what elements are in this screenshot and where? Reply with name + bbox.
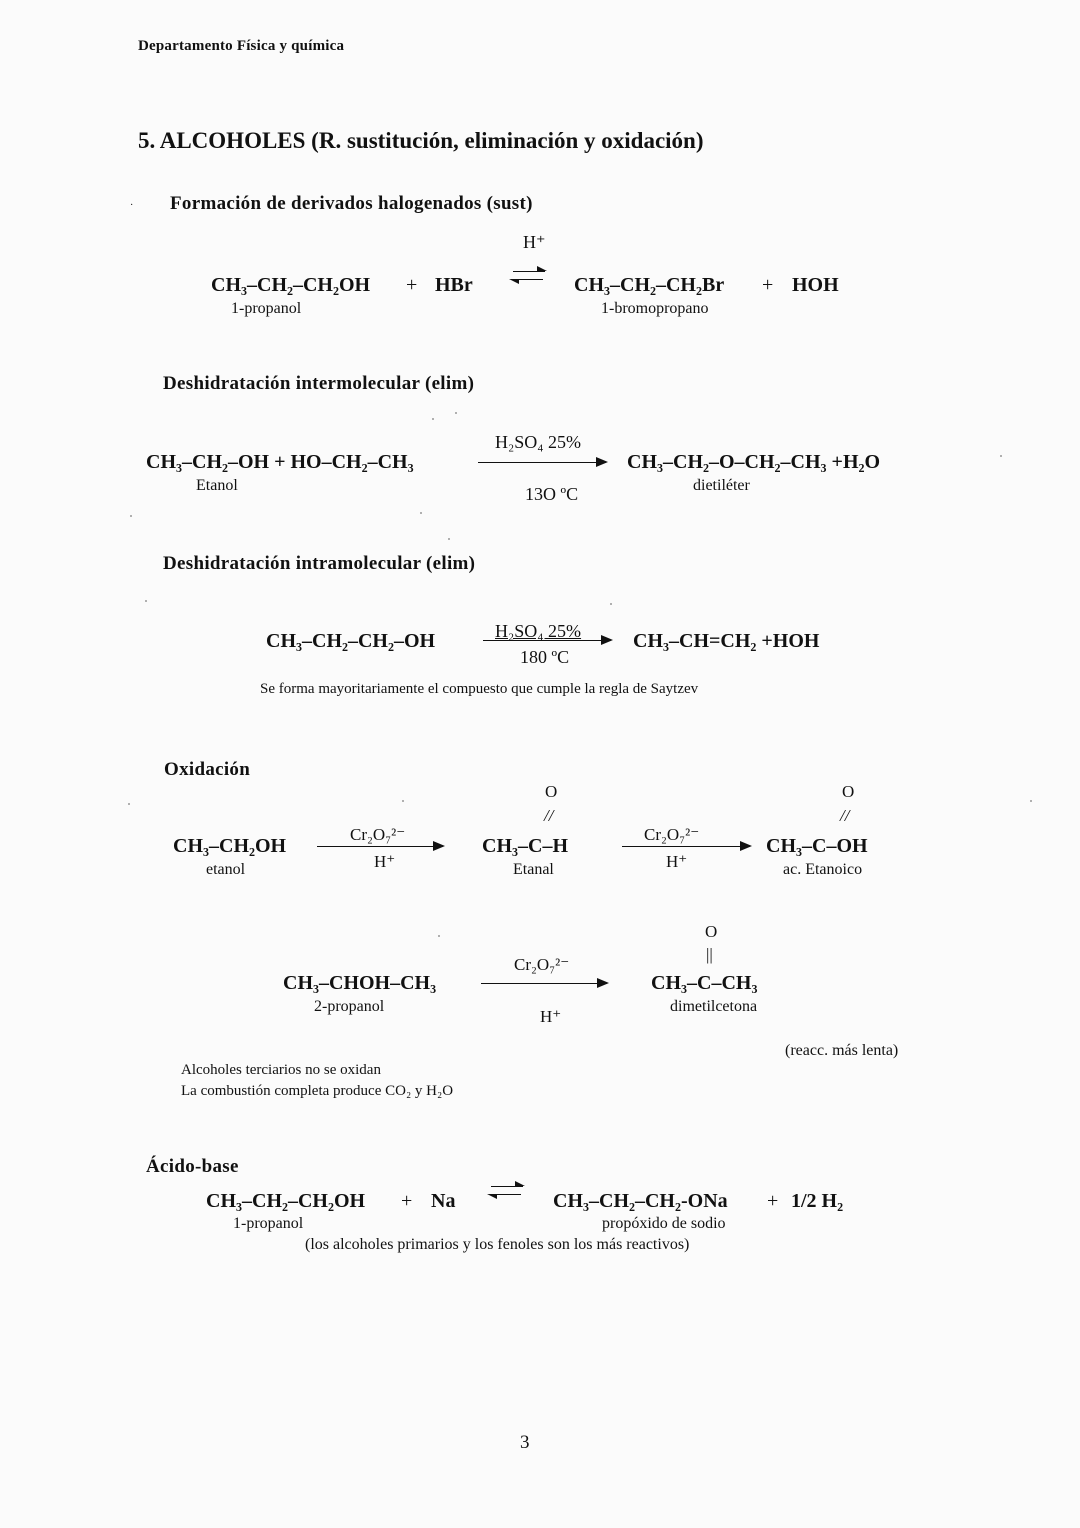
department-header: Departamento Física y química bbox=[138, 38, 345, 54]
reaction-arrow bbox=[622, 846, 750, 847]
ketone-formula: CH₃–C–CH₃ bbox=[651, 972, 758, 994]
acid-catalyst-3: H⁺ bbox=[540, 1007, 562, 1026]
scan-speck bbox=[432, 418, 434, 420]
scan-speck bbox=[420, 512, 422, 514]
propanol2-name: 2-propanol bbox=[314, 998, 385, 1015]
acid-name: ac. Etanoico bbox=[783, 861, 863, 878]
acidbase-reactant1-name: 1-propanol bbox=[233, 1215, 304, 1232]
scan-speck bbox=[128, 803, 130, 805]
page-title: 5. ALCOHOLES (R. sustitución, eliminación y oxidación) bbox=[138, 128, 704, 153]
ethanol-name: etanol bbox=[206, 861, 246, 878]
oxidant-2: Cr₂O₇²⁻ bbox=[644, 825, 700, 844]
etanal-name: Etanal bbox=[513, 861, 554, 878]
scan-speck bbox=[1030, 800, 1032, 802]
acidbase-heading: Ácido-base bbox=[146, 1156, 239, 1177]
ethanol-formula: CH₃–CH₂OH bbox=[173, 835, 287, 857]
saytzev-note: Se forma mayoritariamente el compuesto que cumple la regla de Saytzev bbox=[260, 681, 699, 697]
halogen-product1: CH₃–CH₂–CH₂Br bbox=[574, 274, 725, 296]
acidbase-product1: CH₃–CH₂–CH₂-ONa bbox=[553, 1190, 728, 1212]
scan-speck bbox=[145, 600, 147, 602]
inter-products: CH₃–CH₂–O–CH₂–CH₃ +H₂O bbox=[627, 451, 881, 473]
halogen-reactant1: CH₃–CH₂–CH₂OH bbox=[211, 274, 371, 296]
halogen-product1-name: 1-bromopropano bbox=[601, 300, 709, 317]
etanal-formula: CH₃–C–H bbox=[482, 835, 568, 857]
oxidant-3: Cr₂O₇²⁻ bbox=[514, 955, 570, 974]
halogen-plus1: + bbox=[406, 274, 418, 296]
oxidant-1: Cr₂O₇²⁻ bbox=[350, 825, 406, 844]
acid-oxygen: O bbox=[842, 782, 855, 801]
reaction-arrow bbox=[483, 640, 611, 641]
scan-speck bbox=[438, 935, 440, 937]
etanal-double-bond: // bbox=[544, 806, 554, 825]
reaction-arrow bbox=[478, 462, 606, 463]
inter-reactant-name: Etanol bbox=[196, 477, 238, 494]
intra-condition-top: H₂SO₄ 25% bbox=[495, 621, 582, 641]
acidbase-reactant2: Na bbox=[431, 1190, 456, 1212]
acidbase-product1-name: propóxido de sodio bbox=[602, 1215, 726, 1232]
halogen-catalyst: H⁺ bbox=[523, 232, 546, 252]
scan-speck bbox=[402, 800, 404, 802]
propanol2-formula: CH₃–CHOH–CH₃ bbox=[283, 972, 437, 994]
acidbase-plus1: + bbox=[401, 1190, 413, 1212]
reaction-arrow bbox=[481, 983, 607, 984]
tertiary-note: Alcoholes terciarios no se oxidan bbox=[181, 1062, 381, 1078]
oxidation-heading: Oxidación bbox=[164, 759, 251, 780]
intra-condition-bottom: 180 ºC bbox=[520, 647, 570, 667]
inter-heading: Deshidratación intermolecular (elim) bbox=[163, 373, 475, 394]
scan-speck bbox=[448, 538, 450, 540]
scan-speck bbox=[455, 412, 457, 414]
halogen-heading: Formación de derivados halogenados (sust) bbox=[170, 193, 533, 214]
etanal-oxygen: O bbox=[545, 782, 558, 801]
inter-condition-top: H₂SO₄ 25% bbox=[495, 432, 582, 452]
ketone-oxygen: O bbox=[705, 922, 718, 941]
ketone-name: dimetilcetona bbox=[670, 998, 758, 1015]
acidbase-plus2: + bbox=[767, 1190, 779, 1212]
halogen-plus2: + bbox=[762, 274, 774, 296]
acid-formula: CH₃–C–OH bbox=[766, 835, 868, 857]
equilibrium-arrow bbox=[489, 1183, 523, 1199]
slow-reaction-note: (reacc. más lenta) bbox=[785, 1042, 899, 1059]
inter-reactants: CH₃–CH₂–OH + HO–CH₂–CH₃ bbox=[146, 451, 414, 473]
intra-reactant: CH₃–CH₂–CH₂–OH bbox=[266, 630, 436, 652]
ketone-double-bond: || bbox=[706, 945, 713, 964]
halogen-reactant2: HBr bbox=[435, 274, 473, 296]
page-number: 3 bbox=[520, 1432, 530, 1453]
acidbase-product2: 1/2 H₂ bbox=[791, 1190, 844, 1212]
acid-catalyst-2: H⁺ bbox=[666, 852, 688, 871]
acidbase-note: (los alcoholes primarios y los fenoles son los más reactivos) bbox=[305, 1236, 690, 1253]
scan-speck bbox=[610, 603, 612, 605]
acid-catalyst-1: H⁺ bbox=[374, 852, 396, 871]
scan-speck bbox=[130, 515, 132, 517]
intra-heading: Deshidratación intramolecular (elim) bbox=[163, 553, 476, 574]
reaction-arrow bbox=[317, 846, 443, 847]
intra-products: CH₃–CH=CH₂ +HOH bbox=[633, 630, 820, 652]
bullet-mark: · bbox=[130, 200, 134, 211]
halogen-reactant1-name: 1-propanol bbox=[231, 300, 302, 317]
acid-double-bond: // bbox=[840, 806, 850, 825]
inter-condition-bottom: 13O ºC bbox=[525, 484, 579, 504]
combustion-note: La combustión completa produce CO₂ y H₂O bbox=[181, 1083, 454, 1099]
halogen-product2: HOH bbox=[792, 274, 839, 296]
acidbase-reactant1: CH₃–CH₂–CH₂OH bbox=[206, 1190, 366, 1212]
scan-speck bbox=[1000, 455, 1002, 457]
inter-product-name: dietiléter bbox=[693, 477, 750, 494]
equilibrium-arrow bbox=[511, 268, 545, 284]
